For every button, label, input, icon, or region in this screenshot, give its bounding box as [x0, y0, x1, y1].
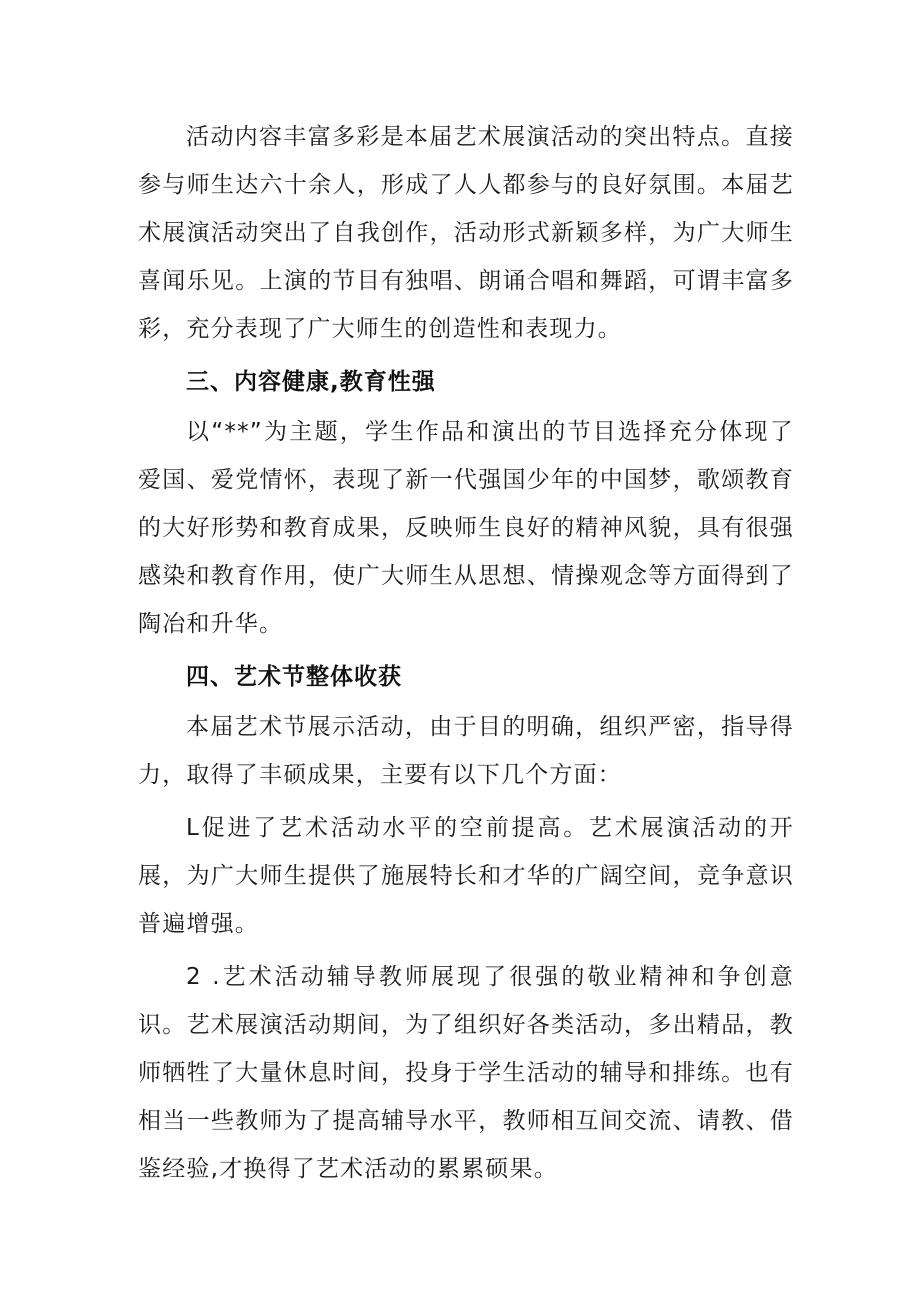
list-item-1: L促进了艺术活动水平的空前提高。艺术展演活动的开展，为广大师生提供了施展特长和才华的广阔空间，竞争意识普遍增强。: [138, 815, 794, 937]
document-body: [138, 113, 794, 1193]
section-heading-four: 四、艺术节整体收获: [186, 664, 402, 690]
list-item-2: 2 .艺术活动辅导教师展现了很强的敬业精神和争创意识。艺术展演活动期间，为了组织好各类活动，多出精品，教师牺牲了大量休息时间，投身于学生活动的辅导和排练。也有相当一些教师为了提高辅导水平，教师相互间交流、请教、借鉴经验,才换得了艺术活动的累累硕果。: [138, 964, 794, 1182]
paragraph-content-healthy: 以“**”为主题，学生作品和演出的节目选择充分体现了爱国、爱党情怀，表现了新一代强国少年的中国梦，歌颂教育的大好形势和教育成果，反映师生良好的精神风貌，具有很强感染和教育作用，使广大师生从思想、情操观念等方面得到了陶冶和升华。: [138, 419, 794, 637]
paragraph-overall-harvest: 本届艺术节展示活动，由于目的明确，组织严密，指导得力，取得了丰硕成果，主要有以下几个方面：: [138, 714, 794, 788]
paragraph-activity-content: 活动内容丰富多彩是本届艺术展演活动的突出特点。直接参与师生达六十余人，形成了人人都参与的良好氛围。本届艺术展演活动突出了自我创作，活动形式新颖多样，为广大师生喜闻乐见。上演的节目有独唱、朗诵合唱和舞蹈，可谓丰富多彩，充分表现了广大师生的创造性和表现力。: [138, 124, 794, 342]
section-heading-three: 三、内容健康,教育性强: [186, 369, 436, 395]
